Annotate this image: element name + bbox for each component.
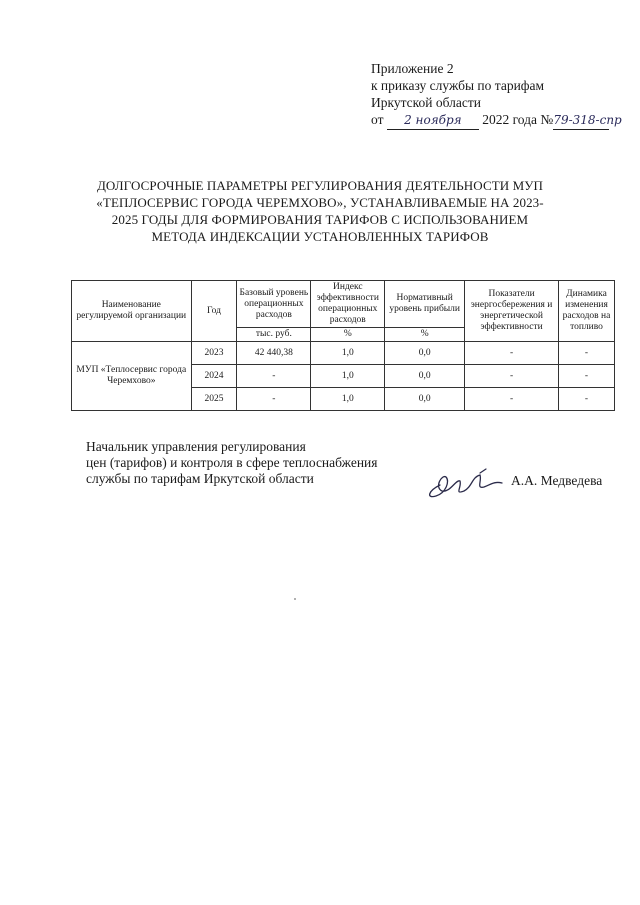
unit-base: тыс. руб.	[237, 328, 311, 342]
cell-index: 1,0	[311, 388, 385, 411]
cell-energy: -	[465, 388, 559, 411]
header-base: Базовый уровень операционных расходов	[237, 281, 311, 328]
cell-fuel: -	[559, 365, 615, 388]
annex-from-prefix: от	[371, 112, 384, 127]
unit-profit: %	[385, 328, 465, 342]
cell-profit: 0,0	[385, 365, 465, 388]
annex-date-line	[371, 111, 622, 130]
unit-index: %	[311, 328, 385, 342]
handwritten-signature	[420, 465, 508, 505]
header-year: Год	[191, 281, 237, 342]
header-index: Индекс эффективности операционных расходов	[311, 281, 385, 328]
annex-line-2: к приказу службы по тарифам	[371, 78, 545, 93]
document-title: ДОЛГОСРОЧНЫЕ ПАРАМЕТРЫ РЕГУЛИРОВАНИЯ ДЕЯТЕЛЬНОСТИ МУП «ТЕПЛОСЕРВИС ГОРОДА ЧЕРЕМХОВО», УСТАНАВЛИВАЕМЫЕ НА 2023-2025 ГОДЫ ДЛЯ ФОРМИРОВАНИЯ ТАРИФОВ С ИСПОЛЬЗОВАНИЕМ МЕТОДА ИНДЕКСАЦИИ УСТАНОВЛЕННЫХ ТАРИФОВ	[96, 178, 544, 244]
annex-line-1: Приложение 2	[371, 61, 454, 76]
cell-fuel: -	[559, 342, 615, 365]
parameters-table	[71, 280, 615, 411]
cell-year: 2023	[191, 342, 237, 365]
header-profit: Нормативный уровень прибыли	[385, 281, 465, 328]
annex-date-handwritten: 2 ноября	[387, 112, 479, 130]
cell-year: 2024	[191, 365, 237, 388]
signatory-line-3: службы по тарифам Иркутской области	[86, 471, 314, 486]
cell-base: 42 440,38	[237, 342, 311, 365]
annex-number-prefix: №	[540, 112, 554, 127]
cell-energy: -	[465, 342, 559, 365]
cell-energy: -	[465, 365, 559, 388]
cell-base: -	[237, 365, 311, 388]
cell-year: 2025	[191, 388, 237, 411]
header-energy: Показатели энергосбережения и энергетической эффективности	[465, 281, 559, 342]
annex-block	[371, 60, 622, 130]
signatory-block	[86, 439, 377, 487]
cell-index: 1,0	[311, 342, 385, 365]
table-row	[72, 342, 615, 365]
signatory-name: А.А. Медведева	[511, 473, 603, 488]
cell-base: -	[237, 388, 311, 411]
cell-fuel: -	[559, 388, 615, 411]
cell-profit: 0,0	[385, 388, 465, 411]
cell-profit: 0,0	[385, 342, 465, 365]
header-org: Наименование регулируемой организации	[72, 281, 192, 342]
annex-year-text: 2022 года	[482, 112, 538, 127]
scan-speck	[294, 598, 296, 600]
header-fuel: Динамика изменения расходов на топливо	[559, 281, 615, 342]
annex-line-3: Иркутской области	[371, 95, 482, 110]
cell-index: 1,0	[311, 365, 385, 388]
signatory-line-1: Начальник управления регулирования	[86, 439, 306, 454]
signatory-line-2: цен (тарифов) и контроля в сфере теплоснабжения	[86, 455, 378, 470]
org-name-cell: МУП «Теплосервис города Черемхово»	[72, 342, 192, 411]
annex-number-handwritten: 79-318-спр	[553, 112, 609, 130]
